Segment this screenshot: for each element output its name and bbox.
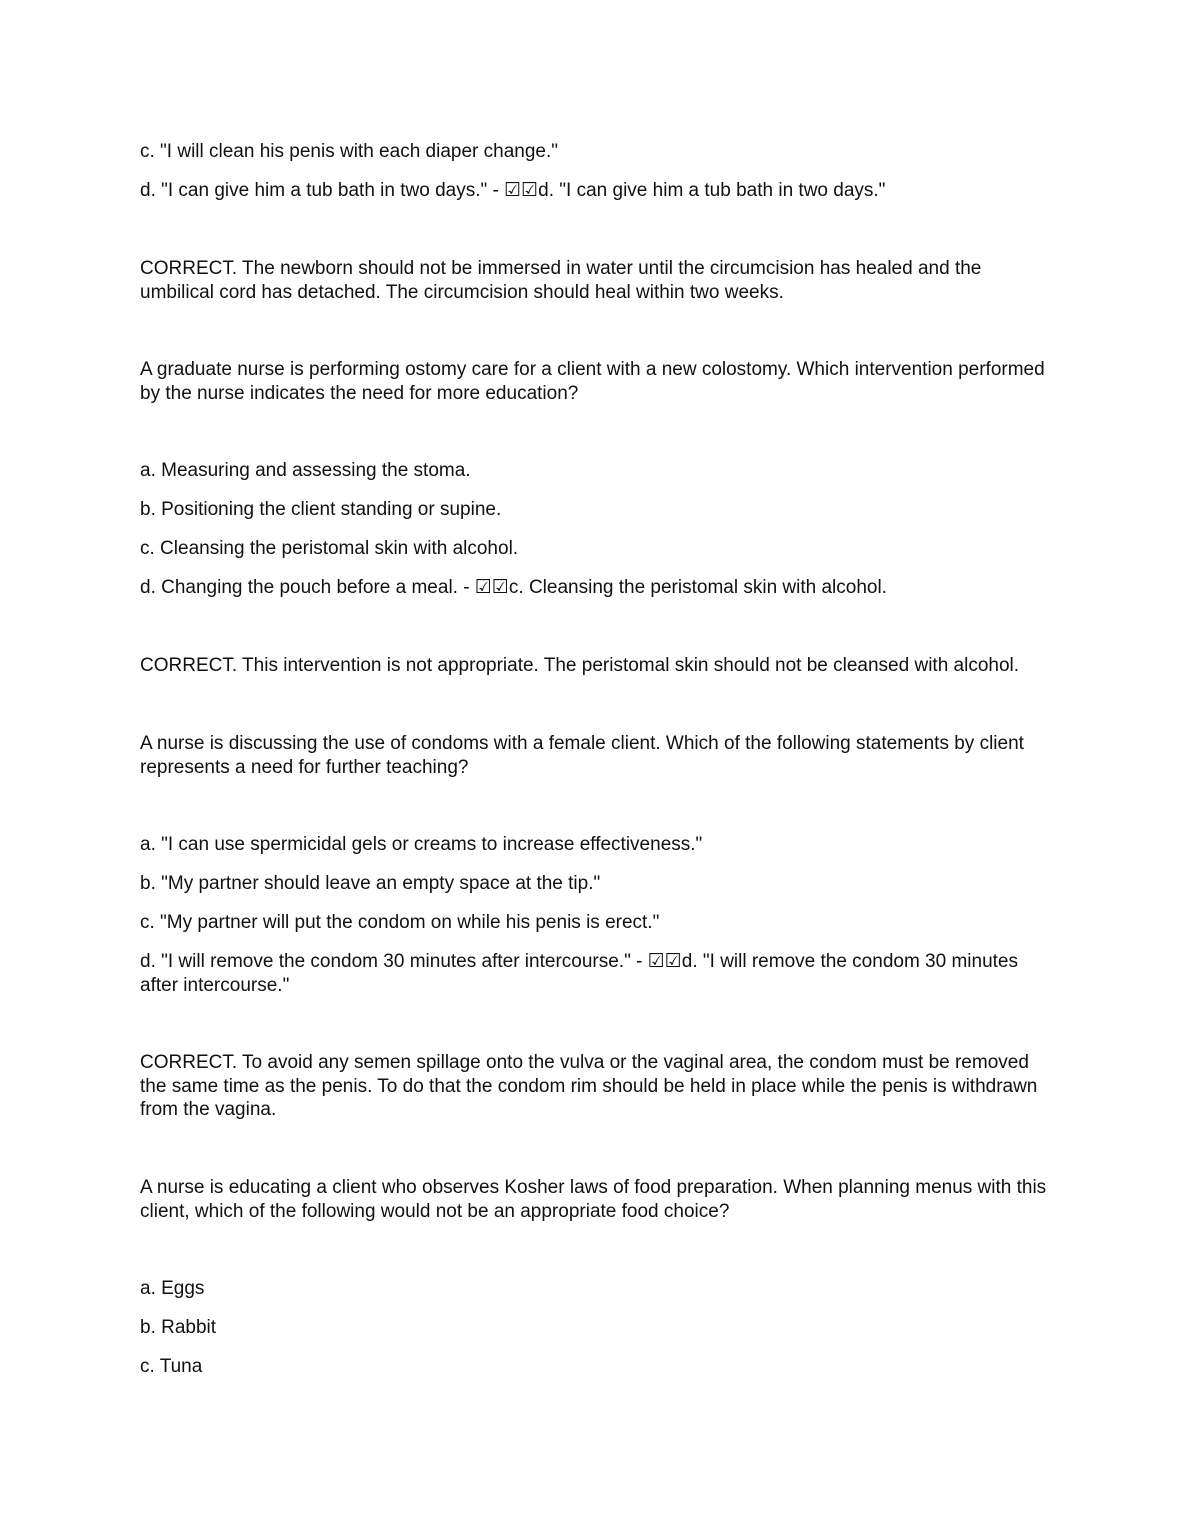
rationale-text: CORRECT. The newborn should not be immersed in water until the circumcision has healed and the umbilical cord has detached. The circumcision should heal within two weeks. [140,258,982,303]
option-text: b. Rabbit [140,1317,217,1338]
question-stem: A nurse is discussing the use of condoms with a female client. Which of the following statements by client represents a need for further teaching? [140,733,1024,778]
option-text: c. Tuna [140,1356,203,1377]
question-stem: A nurse is educating a client who observes Kosher laws of food preparation. When planning menus with this client, which of the following would not be an appropriate food choice? [140,1177,1047,1222]
option-text: a. Eggs [140,1278,205,1299]
option-text: b. "My partner should leave an empty space at the tip." [140,873,601,894]
answer-line: d. "I can give him a tub bath in two days." - ☑☑d. "I can give him a tub bath in two days." [140,180,886,201]
option-text: a. Measuring and assessing the stoma. [140,460,471,481]
option-text: c. Cleansing the peristomal skin with alcohol. [140,538,519,559]
option-text: a. "I can use spermicidal gels or creams to increase effectiveness." [140,834,703,855]
answer-line: d. Changing the pouch before a meal. - ☑☑c. Cleansing the peristomal skin with alcohol. [140,577,887,598]
option-text: b. Positioning the client standing or supine. [140,499,502,520]
rationale-text: CORRECT. This intervention is not appropriate. The peristomal skin should not be cleansed with alcohol. [140,655,1020,676]
option-text: c. "I will clean his penis with each diaper change." [140,141,558,162]
option-text: c. "My partner will put the condom on while his penis is erect." [140,912,660,933]
rationale-text: CORRECT. To avoid any semen spillage onto the vulva or the vaginal area, the condom must be removed the same time as the penis. To do that the condom rim should be held in place while the penis is withdrawn from the vagina. [140,1052,1038,1120]
answer-line: d. "I will remove the condom 30 minutes after intercourse." - ☑☑d. "I will remove the condom 30 minutes after intercourse." [140,951,1018,996]
question-stem: A graduate nurse is performing ostomy care for a client with a new colostomy. Which intervention performed by the nurse indicates the need for more education? [140,359,1045,404]
document-page [140,0,1050,1540]
